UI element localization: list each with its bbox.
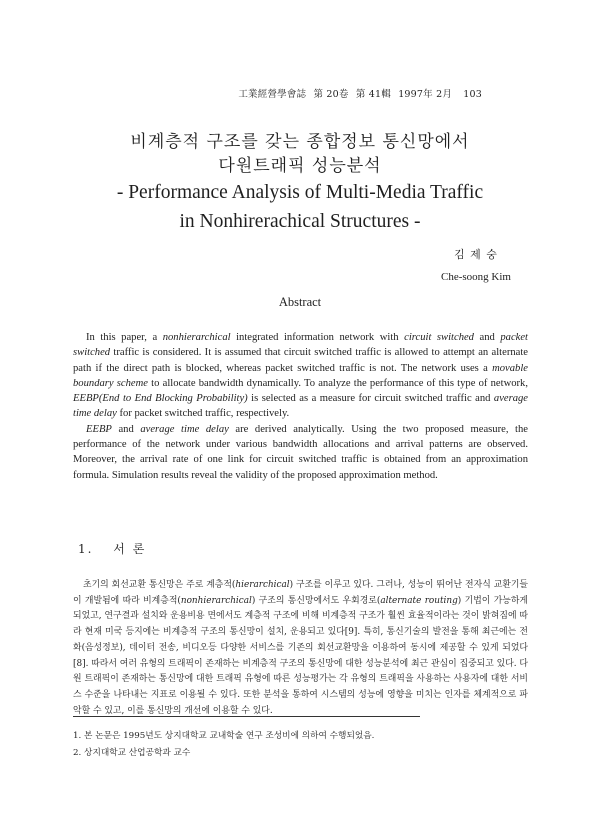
section-number: 1. xyxy=(78,542,94,556)
italic-term: nonhierarchical xyxy=(162,332,231,343)
italic-term: EEBP(End to End Blocking Probability) xyxy=(73,393,248,405)
abstract-body xyxy=(73,330,528,483)
title-korean-line1: 비계층적 구조를 갖는 종합정보 통신망에서 xyxy=(130,132,470,152)
italic-term: packet switched xyxy=(73,332,528,359)
italic-term: alternate routing xyxy=(380,595,458,606)
footnote-2: 2. 상지대학교 산업공학과 교수 xyxy=(73,748,191,758)
footnote-divider xyxy=(73,716,420,717)
author-english-name: Che-soong Kim xyxy=(441,271,511,283)
page-number: 103 xyxy=(463,89,482,100)
italic-term: nonhierarchical xyxy=(180,595,252,606)
title-english-line1: - Performance Analysis of Multi-Media Traffic xyxy=(116,182,484,203)
title-english-line2: in Nonhirerachical Structures - xyxy=(179,211,421,232)
abstract-paragraph-2: EEBP and average time delay are derived analytically. Using the two proposed measure, the performance of the network under various bandwidth allocations and arrival patterns are observed. Moreover, the arrival rate of one link for circuit switched traffic is obtained from an approximation formula. Simulation results reveal the validity of the proposed approximation method. xyxy=(73,423,528,481)
journal-issue: 第 41輯 xyxy=(355,89,391,100)
section-paragraph-1: 초기의 회선교환 통신망은 주로 계층적(hierarchical) 구조를 이루고 있다. 그러나, 성능이 뛰어난 전자식 교환기들이 개발됨에 따라 비계층적(nonhierarchical) 구조의 통신망에서도 우회경로(alternate routing) 기법이 가능하게 되었고, 연구결과 설치와 운용비용 면에서도 계층적 구조에 비해 비계층적 구조가 훨씬 효율적이라는 것이 밝혀짐에 따라 현재 미국 등지에는 비계층적 구조의 통신망이 설치, 운용되고 있다[9]. 특히, 통신기술의 발전을 통해 최근에는 전화(음성정보), 데이터 전송, 비디오등 다양한 서비스를 기존의 회선교환망을 이용하여 동시에 제공할 수 있게 되었다[8]. 따라서 여러 유형의 트래픽이 존재하는 비계층적 구조의 통신망에 대한 성능분석에 최근 관심이 집중되고 있다. 다원 트래픽이 존재하는 통신망에 대한 트래픽 유형에 따른 성능평가는 각 유형의 트래픽을 사용하는 사용자에 대한 서비스 수준을 나타내는 지표로 이용될 수 있다. 또한 분석을 통하여 시스템의 성능에 영향을 미치는 인자를 체계적으로 파악할 수 있고, 이를 통신망의 개선에 이용할 수 있다. xyxy=(73,580,529,716)
footnote-1: 1. 본 논문은 1995년도 상지대학교 교내학술 연구 조성비에 의하여 수행되었음. xyxy=(73,731,375,741)
journal-volume: 第 20卷 xyxy=(313,89,349,100)
footnotes xyxy=(73,728,374,762)
author-block xyxy=(441,244,511,288)
abstract-paragraph-1: In this paper, a nonhierarchical integrated information network with circuit switched and packet switched traffic is considered. It is assumed that circuit switched traffic is allowed to attempt an alternate path if the direct path is blocked, whereas packet switched traffic is not. The network uses a movable boundary scheme to allocate bandwidth dynamically. To analyze the performance of this type of network, EEBP(End to End Blocking Probability) is selected as a measure for circuit switched traffic and average time delay for packet switched traffic, respectively. xyxy=(73,332,529,420)
journal-date: 1997年 2月 xyxy=(398,89,453,100)
abstract-heading: Abstract xyxy=(278,295,322,309)
author-korean-name: 김 제 숭 xyxy=(454,248,498,261)
italic-term: movable boundary scheme xyxy=(73,362,528,389)
italic-term: EEBP xyxy=(86,423,112,435)
section-heading xyxy=(78,540,146,557)
paper-title xyxy=(0,130,600,236)
section-body xyxy=(73,578,528,719)
italic-term: average time delay xyxy=(73,393,529,420)
italic-term: circuit switched xyxy=(404,332,474,343)
italic-term: average time delay xyxy=(140,423,229,435)
section-title: 서 론 xyxy=(113,542,147,556)
italic-term: hierarchical xyxy=(235,580,290,590)
journal-name: 工業經營學會誌 xyxy=(238,89,307,100)
title-korean-line2: 다원트래픽 성능분석 xyxy=(218,156,382,176)
journal-header xyxy=(234,86,482,100)
